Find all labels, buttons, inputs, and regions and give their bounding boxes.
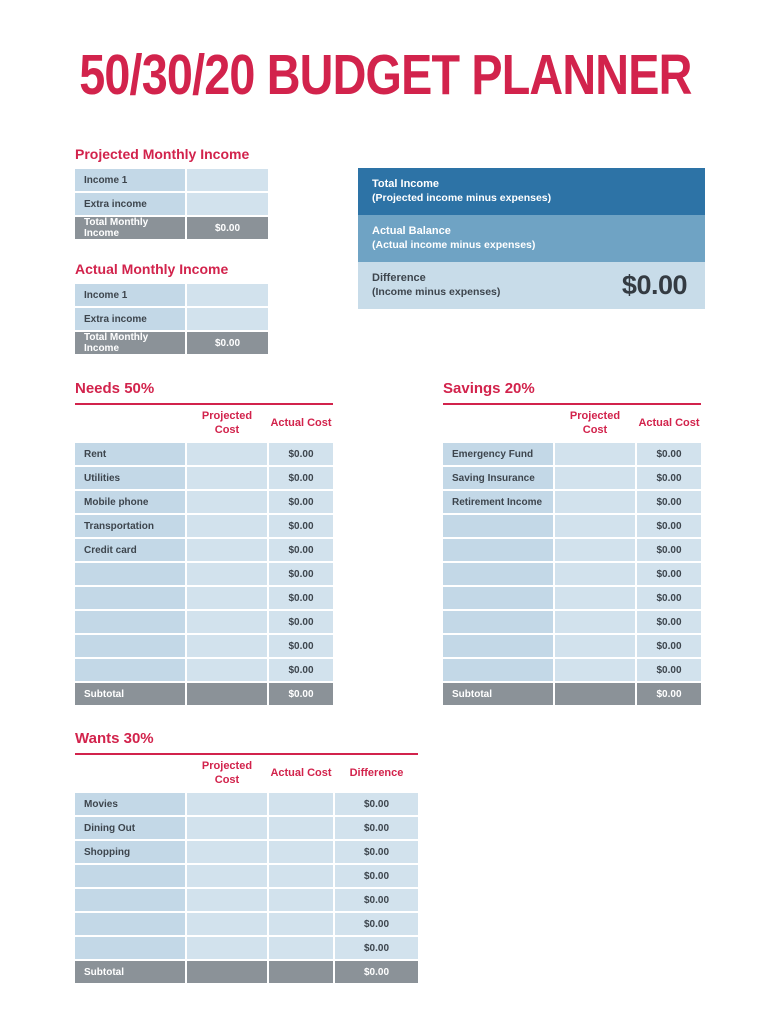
needs-cell-projected-cost-row1[interactable] (187, 443, 267, 465)
savings-cell-actual-cost-row10[interactable]: $0.00 (637, 659, 701, 681)
needs-subtotal-actual-cost: $0.00 (269, 683, 333, 705)
needs-row-label-transportation: Transportation (75, 515, 185, 537)
savings-column-headers (443, 406, 701, 442)
needs-cell-projected-cost-row3[interactable] (187, 491, 267, 513)
wants-column-header-label: Difference (349, 767, 404, 780)
actual-income-row-label-extra-income: Extra income (75, 308, 185, 330)
savings-row-label-empty-5 (443, 539, 553, 561)
savings-subtotal-projected-cost (555, 683, 635, 705)
savings-cell-actual-cost-row7[interactable]: $0.00 (637, 587, 701, 609)
savings-cell-projected-cost-row3[interactable] (555, 491, 635, 513)
actual-total-monthly-income-label: Total Monthly Income (75, 332, 185, 354)
savings-column-header-label: Actual Cost (638, 417, 700, 430)
needs-cell-actual-cost-row9[interactable]: $0.00 (269, 635, 333, 657)
wants-cell-difference-row2[interactable]: $0.00 (335, 817, 418, 839)
needs-row-label-credit-card: Credit card (75, 539, 185, 561)
wants-header-spacer (75, 756, 185, 792)
savings-cell-projected-cost-row6[interactable] (555, 563, 635, 585)
needs-cell-actual-cost-row8[interactable]: $0.00 (269, 611, 333, 633)
projected-income-row-label-extra-income: Extra income (75, 193, 185, 215)
wants-cell-actual-cost-row1[interactable] (269, 793, 333, 815)
savings-cell-projected-cost-row5[interactable] (555, 539, 635, 561)
needs-cell-actual-cost-row1[interactable]: $0.00 (269, 443, 333, 465)
savings-row-label-emergency-fund: Emergency Fund (443, 443, 553, 465)
projected-total-monthly-income-value: $0.00 (187, 217, 268, 239)
wants-subtotal-actual-cost (269, 961, 333, 983)
needs-row-label-empty-7 (75, 587, 185, 609)
projected-income-heading: Projected Monthly Income (75, 146, 250, 162)
savings-column-header-projected-cost (555, 406, 635, 442)
wants-column-header-difference (335, 756, 418, 792)
wants-cell-difference-row7[interactable]: $0.00 (335, 937, 418, 959)
savings-row-label-empty-9 (443, 635, 553, 657)
summary-actual-balance-subtitle: (Actual income minus expenses) (372, 239, 536, 252)
needs-table-body (75, 443, 333, 705)
savings-cell-actual-cost-row3[interactable]: $0.00 (637, 491, 701, 513)
wants-cell-difference-row1[interactable]: $0.00 (335, 793, 418, 815)
projected-monthly-income-table (75, 146, 268, 239)
wants-subtotal-label: Subtotal (75, 961, 185, 983)
page-title-text: 50/30/20 BUDGET PLANNER (78, 43, 692, 107)
wants-cell-projected-cost-row2[interactable] (187, 817, 267, 839)
wants-subtotal-projected-cost (187, 961, 267, 983)
actual-income-row-label-income-1: Income 1 (75, 284, 185, 306)
savings-cell-projected-cost-row10[interactable] (555, 659, 635, 681)
summary-total-income-subtitle: (Projected income minus expenses) (372, 192, 552, 205)
wants-section (75, 730, 418, 983)
savings-subtotal-actual-cost: $0.00 (637, 683, 701, 705)
savings-cell-projected-cost-row1[interactable] (555, 443, 635, 465)
savings-cell-actual-cost-row6[interactable]: $0.00 (637, 563, 701, 585)
needs-section (75, 380, 333, 705)
savings-column-header-actual-cost (637, 406, 701, 442)
needs-row-label-empty-9 (75, 635, 185, 657)
needs-cell-projected-cost-row2[interactable] (187, 467, 267, 489)
projected-total-monthly-income-label: Total Monthly Income (75, 217, 185, 239)
savings-cell-projected-cost-row2[interactable] (555, 467, 635, 489)
wants-table-body (75, 793, 418, 983)
savings-cell-actual-cost-row1[interactable]: $0.00 (637, 443, 701, 465)
wants-column-header-actual-cost (269, 756, 333, 792)
wants-row-label-shopping: Shopping (75, 841, 185, 863)
savings-row-label-empty-8 (443, 611, 553, 633)
needs-cell-actual-cost-row10[interactable]: $0.00 (269, 659, 333, 681)
needs-header-spacer (75, 406, 185, 442)
wants-cell-actual-cost-row3[interactable] (269, 841, 333, 863)
summary-difference-band (358, 262, 705, 309)
wants-column-header-projected-cost (187, 756, 267, 792)
wants-row-label-empty-4 (75, 865, 185, 887)
actual-monthly-income-table (75, 261, 268, 354)
wants-cell-actual-cost-row5[interactable] (269, 889, 333, 911)
savings-row-label-empty-6 (443, 563, 553, 585)
wants-cell-actual-cost-row2[interactable] (269, 817, 333, 839)
wants-row-label-movies: Movies (75, 793, 185, 815)
summary-difference-subtitle: (Income minus expenses) (372, 286, 501, 299)
savings-subtotal-label: Subtotal (443, 683, 553, 705)
actual-income-value-extra-income[interactable] (187, 308, 268, 330)
needs-cell-actual-cost-row4[interactable]: $0.00 (269, 515, 333, 537)
savings-row-label-empty-10 (443, 659, 553, 681)
wants-cell-actual-cost-row4[interactable] (269, 865, 333, 887)
wants-cell-difference-row3[interactable]: $0.00 (335, 841, 418, 863)
needs-cell-projected-cost-row10[interactable] (187, 659, 267, 681)
needs-cell-actual-cost-row3[interactable]: $0.00 (269, 491, 333, 513)
wants-heading: Wants 30% (75, 730, 418, 755)
wants-cell-difference-row6[interactable]: $0.00 (335, 913, 418, 935)
savings-heading: Savings 20% (443, 380, 701, 405)
wants-cell-projected-cost-row7[interactable] (187, 937, 267, 959)
wants-cell-projected-cost-row4[interactable] (187, 865, 267, 887)
needs-row-label-empty-6 (75, 563, 185, 585)
summary-actual-balance-title: Actual Balance (372, 225, 451, 238)
needs-column-header-label: Actual Cost (270, 417, 332, 430)
wants-cell-projected-cost-row1[interactable] (187, 793, 267, 815)
wants-cell-difference-row5[interactable]: $0.00 (335, 889, 418, 911)
wants-cell-projected-cost-row3[interactable] (187, 841, 267, 863)
needs-row-label-rent: Rent (75, 443, 185, 465)
savings-cell-actual-cost-row5[interactable]: $0.00 (637, 539, 701, 561)
savings-cell-actual-cost-row2[interactable]: $0.00 (637, 467, 701, 489)
projected-income-value-income-1[interactable] (187, 169, 268, 191)
wants-row-label-dining-out: Dining Out (75, 817, 185, 839)
needs-cell-actual-cost-row6[interactable]: $0.00 (269, 563, 333, 585)
wants-row-label-empty-7 (75, 937, 185, 959)
summary-total-income-title: Total Income (372, 178, 440, 191)
wants-cell-projected-cost-row6[interactable] (187, 913, 267, 935)
savings-cell-actual-cost-row9[interactable]: $0.00 (637, 635, 701, 657)
actual-income-grid (75, 284, 268, 354)
needs-cell-actual-cost-row5[interactable]: $0.00 (269, 539, 333, 561)
wants-cell-actual-cost-row7[interactable] (269, 937, 333, 959)
wants-cell-projected-cost-row5[interactable] (187, 889, 267, 911)
savings-cell-projected-cost-row4[interactable] (555, 515, 635, 537)
wants-row-label-empty-5 (75, 889, 185, 911)
income-summary-box (358, 168, 705, 309)
needs-cell-projected-cost-row9[interactable] (187, 635, 267, 657)
savings-cell-actual-cost-row4[interactable]: $0.00 (637, 515, 701, 537)
projected-income-row-label-income-1: Income 1 (75, 169, 185, 191)
savings-cell-projected-cost-row8[interactable] (555, 611, 635, 633)
wants-row-label-empty-6 (75, 913, 185, 935)
needs-row-label-empty-10 (75, 659, 185, 681)
summary-difference-text (372, 273, 500, 298)
needs-subtotal-projected-cost (187, 683, 267, 705)
needs-column-headers (75, 406, 333, 442)
savings-row-label-empty-7 (443, 587, 553, 609)
savings-header-spacer (443, 406, 553, 442)
needs-row-label-utilities: Utilities (75, 467, 185, 489)
savings-table-body (443, 443, 701, 705)
summary-actual-balance-band (358, 215, 705, 262)
actual-income-value-income-1[interactable] (187, 284, 268, 306)
needs-heading: Needs 50% (75, 380, 333, 405)
savings-cell-actual-cost-row8[interactable]: $0.00 (637, 611, 701, 633)
summary-difference-title: Difference (372, 272, 426, 285)
summary-total-income-band (358, 168, 705, 215)
wants-cell-difference-row4[interactable]: $0.00 (335, 865, 418, 887)
actual-total-monthly-income-value: $0.00 (187, 332, 268, 354)
needs-cell-projected-cost-row8[interactable] (187, 611, 267, 633)
needs-row-label-empty-8 (75, 611, 185, 633)
needs-cell-actual-cost-row2[interactable]: $0.00 (269, 467, 333, 489)
needs-column-header-label: Projected Cost (201, 410, 253, 436)
savings-cell-projected-cost-row7[interactable] (555, 587, 635, 609)
needs-cell-projected-cost-row5[interactable] (187, 539, 267, 561)
projected-income-grid (75, 169, 268, 239)
needs-column-header-actual-cost (269, 406, 333, 442)
actual-income-heading: Actual Monthly Income (75, 261, 229, 277)
wants-column-header-label: Actual Cost (270, 767, 332, 780)
wants-subtotal-difference: $0.00 (335, 961, 418, 983)
needs-cell-actual-cost-row7[interactable]: $0.00 (269, 587, 333, 609)
projected-income-value-extra-income[interactable] (187, 193, 268, 215)
savings-row-label-saving-insurance: Saving Insurance (443, 467, 553, 489)
savings-column-header-label: Projected Cost (569, 410, 621, 436)
needs-cell-projected-cost-row4[interactable] (187, 515, 267, 537)
summary-actual-balance-text (372, 226, 535, 251)
needs-column-header-projected-cost (187, 406, 267, 442)
needs-cell-projected-cost-row7[interactable] (187, 587, 267, 609)
wants-cell-actual-cost-row6[interactable] (269, 913, 333, 935)
needs-row-label-mobile-phone: Mobile phone (75, 491, 185, 513)
savings-row-label-retirement-income: Retirement Income (443, 491, 553, 513)
needs-cell-projected-cost-row6[interactable] (187, 563, 267, 585)
wants-column-header-label: Projected Cost (201, 760, 253, 786)
summary-difference-value: $0.00 (621, 270, 687, 300)
savings-cell-projected-cost-row9[interactable] (555, 635, 635, 657)
summary-total-income-text (372, 179, 551, 204)
page-title (0, 42, 770, 108)
savings-section (443, 380, 701, 705)
needs-subtotal-label: Subtotal (75, 683, 185, 705)
wants-column-headers (75, 756, 418, 792)
savings-row-label-empty-4 (443, 515, 553, 537)
